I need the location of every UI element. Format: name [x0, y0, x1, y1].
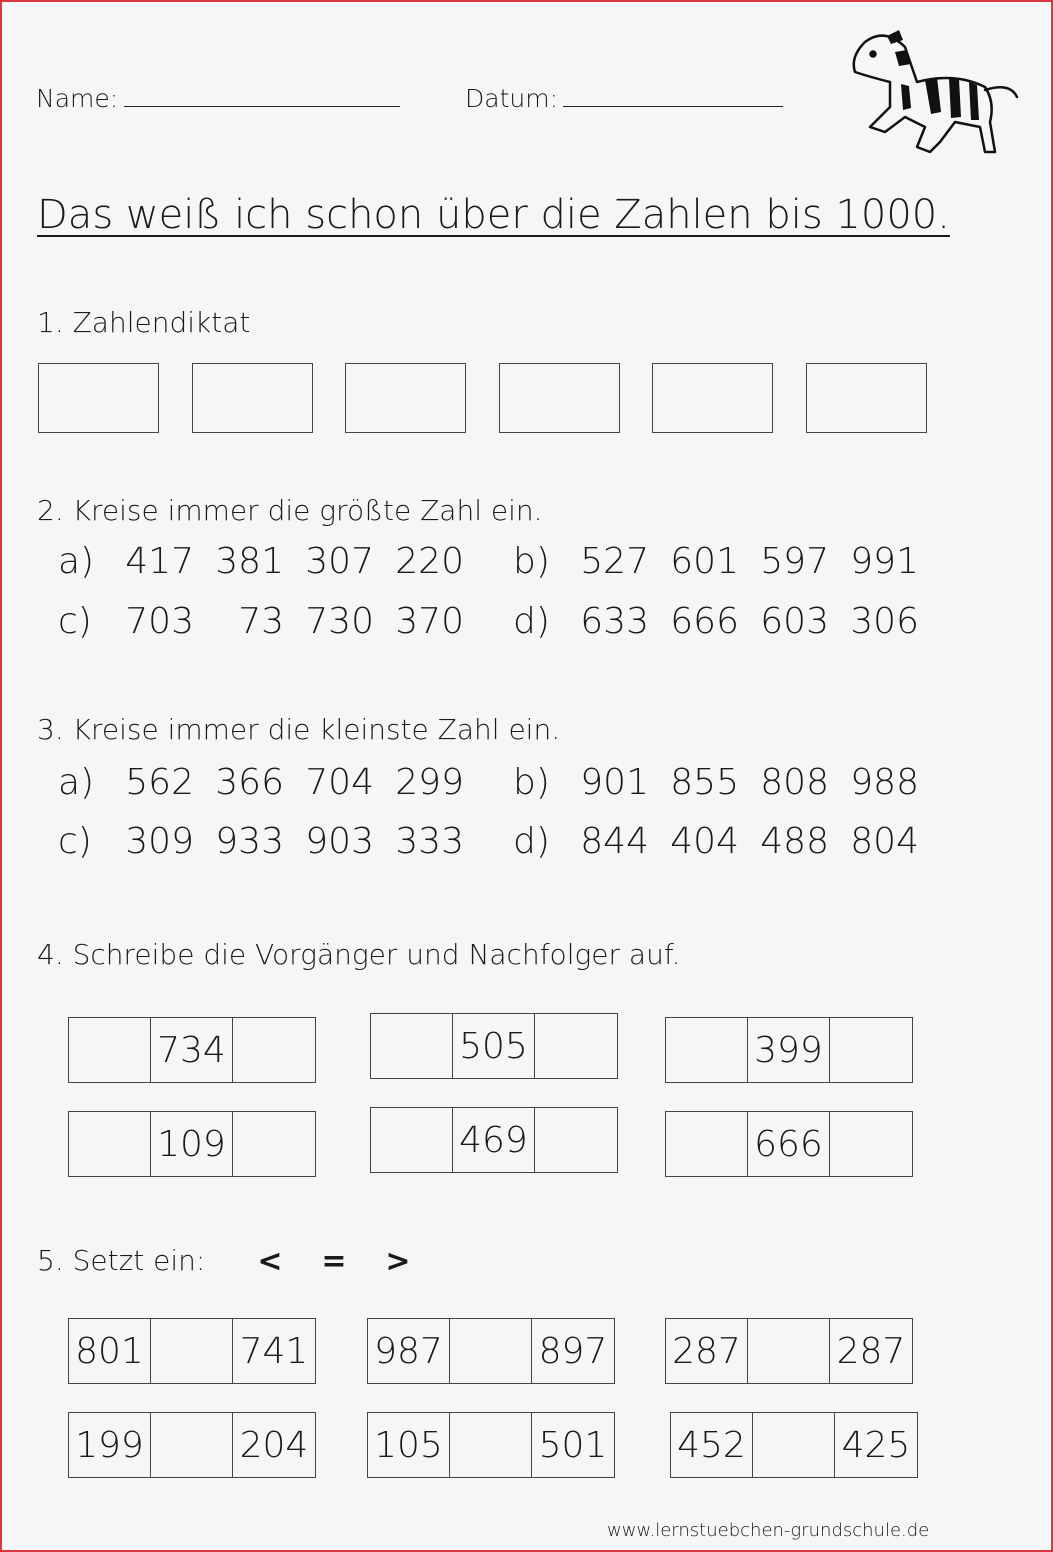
neighbor-box — [68, 1111, 316, 1177]
given-number-cell: 199 — [69, 1413, 151, 1477]
comparison-box — [367, 1318, 615, 1384]
number-row — [58, 601, 464, 642]
number-row — [58, 762, 464, 803]
given-number-cell: 287 — [666, 1319, 748, 1383]
neighbor-box — [370, 1013, 618, 1079]
zebra-icon — [845, 22, 1025, 162]
given-number-cell: 666 — [748, 1112, 830, 1176]
answer-cell[interactable] — [371, 1108, 453, 1172]
number-option[interactable]: 601 — [670, 541, 739, 582]
name-label: Name: — [36, 84, 119, 113]
answer-cell[interactable] — [371, 1014, 453, 1078]
number-option[interactable]: 307 — [305, 541, 374, 582]
date-label: Datum: — [465, 84, 558, 113]
answer-cell[interactable] — [535, 1108, 617, 1172]
name-line[interactable] — [124, 106, 400, 107]
answer-cell[interactable] — [450, 1319, 532, 1383]
number-option[interactable]: 603 — [760, 601, 829, 642]
row-label: d) — [513, 821, 550, 862]
number-option[interactable]: 666 — [670, 601, 739, 642]
answer-cell[interactable] — [748, 1319, 830, 1383]
given-number-cell: 105 — [368, 1413, 450, 1477]
greater-than-symbol: > — [385, 1244, 411, 1279]
answer-cell[interactable] — [233, 1112, 315, 1176]
number-option[interactable]: 488 — [760, 821, 829, 862]
number-option[interactable]: 562 — [125, 762, 194, 803]
number-row — [58, 821, 464, 862]
number-option[interactable]: 220 — [395, 541, 464, 582]
number-option[interactable]: 299 — [395, 762, 464, 803]
row-label: a) — [58, 541, 95, 582]
footer-url: www.lernstuebchen-grundschule.de — [607, 1520, 930, 1541]
neighbor-box — [370, 1107, 618, 1173]
number-option[interactable]: 901 — [580, 762, 649, 803]
given-number-cell: 287 — [836, 1330, 906, 1372]
number-option[interactable]: 933 — [215, 821, 284, 862]
comparison-box — [68, 1318, 316, 1384]
number-option[interactable]: 633 — [580, 601, 649, 642]
answer-cell[interactable] — [666, 1112, 748, 1176]
given-number-cell: 452 — [671, 1413, 753, 1477]
task2-heading: 2. Kreise immer die größte Zahl ein. — [37, 494, 543, 527]
given-number-cell: 501 — [538, 1424, 608, 1466]
number-option[interactable]: 73 — [238, 601, 284, 642]
number-option[interactable]: 417 — [125, 541, 194, 582]
given-number-cell: 987 — [368, 1319, 450, 1383]
number-option[interactable]: 370 — [395, 601, 464, 642]
number-option[interactable]: 704 — [305, 762, 374, 803]
number-option[interactable]: 306 — [850, 601, 919, 642]
number-option[interactable]: 366 — [215, 762, 284, 803]
row-label: d) — [513, 601, 550, 642]
given-number-cell: 801 — [69, 1319, 151, 1383]
dictation-box[interactable] — [345, 363, 466, 433]
number-row — [513, 601, 919, 642]
number-option[interactable]: 309 — [125, 821, 194, 862]
given-number-cell: 399 — [748, 1018, 830, 1082]
task3-heading: 3. Kreise immer die kleinste Zahl ein. — [37, 713, 561, 746]
number-option[interactable]: 381 — [215, 541, 284, 582]
row-label: a) — [58, 762, 95, 803]
answer-cell[interactable] — [233, 1018, 315, 1082]
number-option[interactable]: 597 — [760, 541, 829, 582]
dictation-box[interactable] — [192, 363, 313, 433]
row-label: c) — [58, 821, 92, 862]
given-number-cell: 897 — [538, 1330, 608, 1372]
given-number-cell: 204 — [239, 1424, 309, 1466]
comparison-box — [665, 1318, 913, 1384]
number-option[interactable]: 333 — [395, 821, 464, 862]
dictation-box[interactable] — [499, 363, 620, 433]
task5-heading: 5. Setzt ein: — [37, 1244, 206, 1277]
number-option[interactable]: 844 — [580, 821, 649, 862]
number-option[interactable]: 988 — [850, 762, 919, 803]
task1-heading: 1. Zahlendiktat — [37, 306, 251, 339]
number-option[interactable]: 404 — [670, 821, 739, 862]
row-label: c) — [58, 601, 92, 642]
number-option[interactable]: 703 — [125, 601, 194, 642]
number-row — [58, 541, 464, 582]
dictation-box[interactable] — [806, 363, 927, 433]
number-row — [513, 541, 919, 582]
number-option[interactable]: 991 — [850, 541, 919, 582]
answer-cell[interactable] — [69, 1018, 151, 1082]
number-row — [513, 821, 919, 862]
given-number-cell: 425 — [841, 1424, 911, 1466]
answer-cell[interactable] — [450, 1413, 532, 1477]
equals-symbol: = — [321, 1244, 347, 1279]
number-option[interactable]: 804 — [850, 821, 919, 862]
answer-cell[interactable] — [753, 1413, 835, 1477]
dictation-box[interactable] — [38, 363, 159, 433]
number-option[interactable]: 730 — [305, 601, 374, 642]
comparison-box — [367, 1412, 615, 1478]
given-number-cell: 469 — [453, 1108, 535, 1172]
neighbor-box — [68, 1017, 316, 1083]
answer-cell[interactable] — [830, 1112, 912, 1176]
number-option[interactable]: 855 — [670, 762, 739, 803]
number-row — [513, 762, 919, 803]
comparison-box — [68, 1412, 316, 1478]
answer-cell[interactable] — [69, 1112, 151, 1176]
answer-cell[interactable] — [535, 1014, 617, 1078]
neighbor-box — [665, 1017, 913, 1083]
row-label: b) — [513, 541, 550, 582]
given-number-cell: 505 — [453, 1014, 535, 1078]
answer-cell[interactable] — [151, 1319, 233, 1383]
less-than-symbol: < — [257, 1244, 283, 1279]
answer-cell[interactable] — [666, 1018, 748, 1082]
given-number-cell: 109 — [151, 1112, 233, 1176]
number-option[interactable]: 527 — [580, 541, 649, 582]
given-number-cell: 734 — [151, 1018, 233, 1082]
task4-heading: 4. Schreibe die Vorgänger und Nachfolger auf. — [37, 938, 681, 971]
page-title: Das weiß ich schon über die Zahlen bis 1000. — [37, 192, 950, 238]
number-option[interactable]: 903 — [305, 821, 374, 862]
answer-cell[interactable] — [151, 1413, 233, 1477]
comparison-symbols — [238, 1244, 430, 1279]
given-number-cell: 741 — [239, 1330, 309, 1372]
row-label: b) — [513, 762, 550, 803]
dictation-box[interactable] — [652, 363, 773, 433]
neighbor-box — [665, 1111, 913, 1177]
comparison-box — [670, 1412, 918, 1478]
answer-cell[interactable] — [830, 1018, 912, 1082]
date-line[interactable] — [563, 106, 783, 107]
number-option[interactable]: 808 — [760, 762, 829, 803]
